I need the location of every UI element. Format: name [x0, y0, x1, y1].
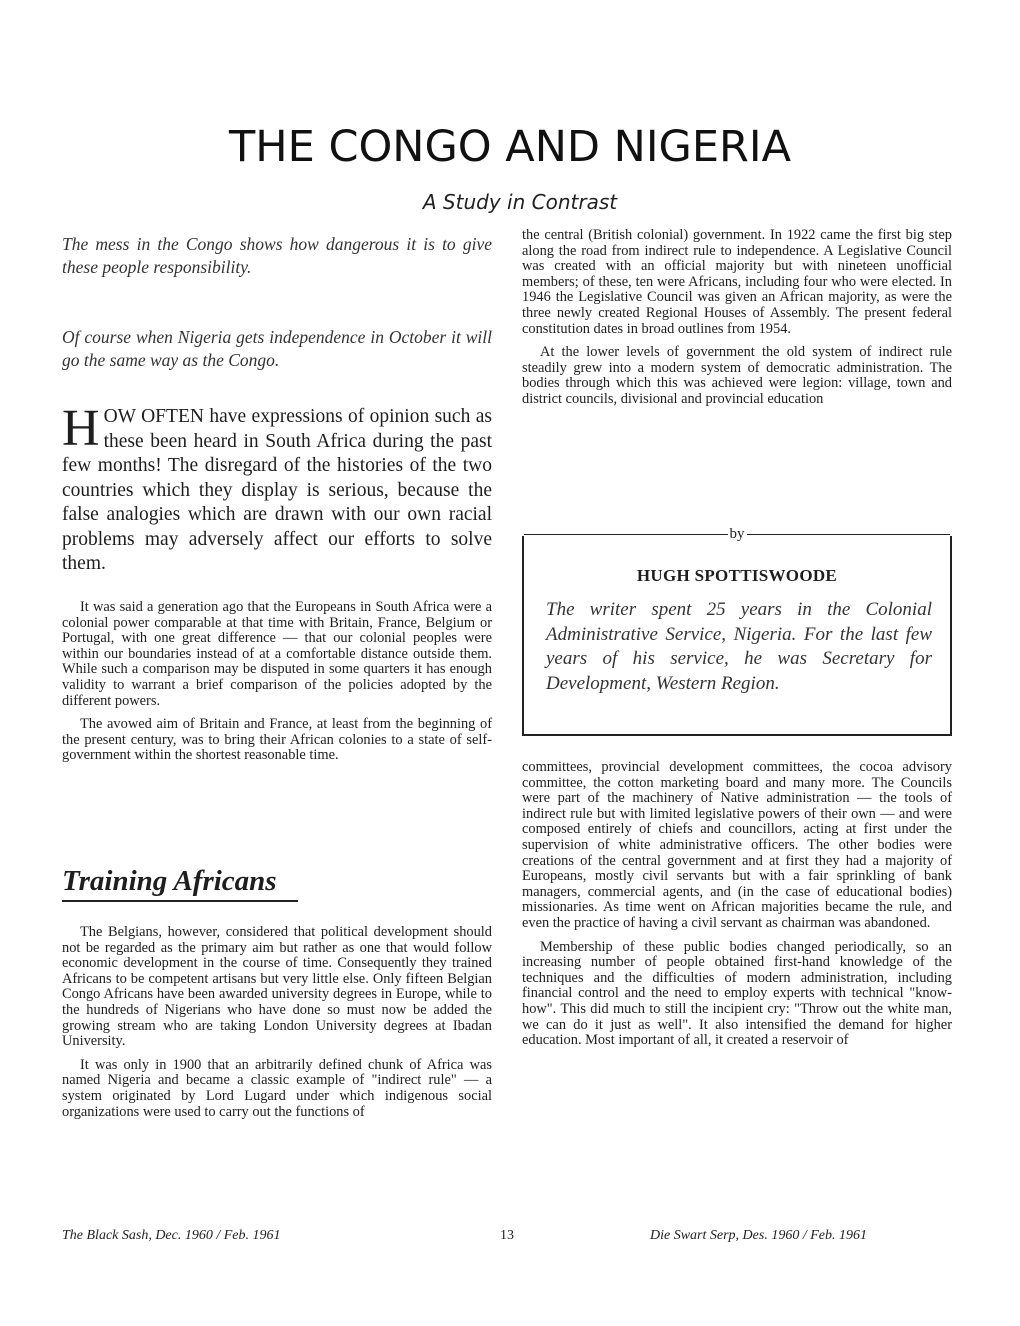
divider	[747, 534, 951, 535]
section-heading: Training Africans	[62, 865, 298, 902]
right-column-text-2	[522, 760, 952, 1057]
right-column-text-1	[522, 228, 952, 416]
left-column-text-2	[62, 925, 492, 1128]
article-subtitle: A Study in Contrast	[422, 190, 618, 214]
paragraph: The Belgians, however, considered that political development should not be regarded as the primary aim but rather as one that would follow economic development in the course of time. Consequently they trained Africans to be competent artisans but very little else. Only fifteen Belgian Congo Africans have been awarded university degrees in Europe, while to the hundreds of Nigerians who have done so must now be added the growing stream who are taking London University degrees at Ibadan University.	[62, 924, 492, 1050]
divider	[524, 534, 728, 535]
author-bio: The writer spent 25 years in the Colonial Administrative Service, Nigeria. For the last few years of his service, he was Secretary for Development, Western Region.	[546, 599, 932, 694]
pull-quote-1: The mess in the Congo shows how dangerous it is to give these people responsibility.	[62, 234, 492, 277]
paragraph: At the lower levels of government the old system of indirect rule steadily grew into a modern system of democratic administration. The bodies through which this was achieved were legion: village, town and district councils, divisional and provincial education	[522, 344, 952, 407]
left-column-text-1	[62, 600, 492, 772]
byline	[524, 526, 950, 543]
footer-right: Die Swart Serp, Des. 1960 / Feb. 1961	[650, 1228, 867, 1243]
paragraph: committees, provincial development committees, the cocoa advisory committee, the cotton marketing board and many more. The Councils were part of the machinery of Native administration — the tools of indirect rule but with limited legislative powers of their own — and were composed entirely of chiefs and councillors, acting at first under the supervision of white administrative officers. The other bodies were creations of the central government and at first they had a majority of Europeans, mostly civil servants but with a fair sprinkling of bank managers, commercial agents, and (in the case of educational bodies) missionaries. As time went on African majorities became the rule, and even the practice of having a civil servant as chairman was abandoned.	[522, 759, 952, 931]
paragraph: The avowed aim of Britain and France, at least from the beginning of the present century, was to bring their African colonies to a state of self-government within the shortest reasonable time.	[62, 716, 492, 764]
lead-text: OW OFTEN have expressions of opinion such as these been heard in South Africa during the past few months! The disregard of the histories of the two countries which they display is serious, because the false analogies which are drawn with our own racial problems may adversely affect our efforts to solve them.	[62, 406, 492, 574]
by-label: by	[729, 526, 745, 542]
paragraph: Membership of these public bodies changed periodically, so an increasing number of people obtained first-hand knowledge of the techniques and the difficulties of modern administration, including financial control and the need to employ experts with technical "know-how". This did much to still the incipient cry: "Throw out the white man, we can do it just as well". It also intensified the demand for higher education. Most important of all, it created a reservoir of	[522, 938, 952, 1049]
pull-quote-2: Of course when Nigeria gets independence in October it will go the same way as the Congo.	[62, 327, 492, 370]
page-number: 13	[500, 1228, 514, 1243]
footer-left: The Black Sash, Dec. 1960 / Feb. 1961	[62, 1228, 281, 1243]
drop-cap: H	[62, 400, 100, 457]
author-name: HUGH SPOTTISWOODE	[636, 566, 838, 585]
author-box	[522, 526, 952, 736]
lead-paragraph	[62, 400, 492, 577]
article-title: THE CONGO AND NIGERIA	[229, 122, 791, 172]
paragraph: It was said a generation ago that the Europeans in South Africa were a colonial power comparable at that time with Britain, France, Belgium or Portugal, with one great difference — that our colonial peoples were within our boundaries instead of at a comfortable distance outside them. While such a comparison may be disputed in some quarters it has enough validity to warrant a brief comparison of the policies adopted by the different powers.	[62, 599, 492, 709]
paragraph: the central (British colonial) government. In 1922 came the first big step along the road from indirect rule to independence. A Legislative Council was created with an official majority but with nineteen unofficial members; of these, ten were Africans, including four who were elected. In 1946 the Legislative Council was given an African majority, as were the three newly created Regional Houses of Assembly. The present federal constitution dates in broad outlines from 1954.	[522, 227, 952, 337]
paragraph: It was only in 1900 that an arbitrarily defined chunk of Africa was named Nigeria and became a classic example of "indirect rule" — a system originated by Lord Lugard under which indigenous social organizations were used to carry out the functions of	[62, 1056, 492, 1120]
